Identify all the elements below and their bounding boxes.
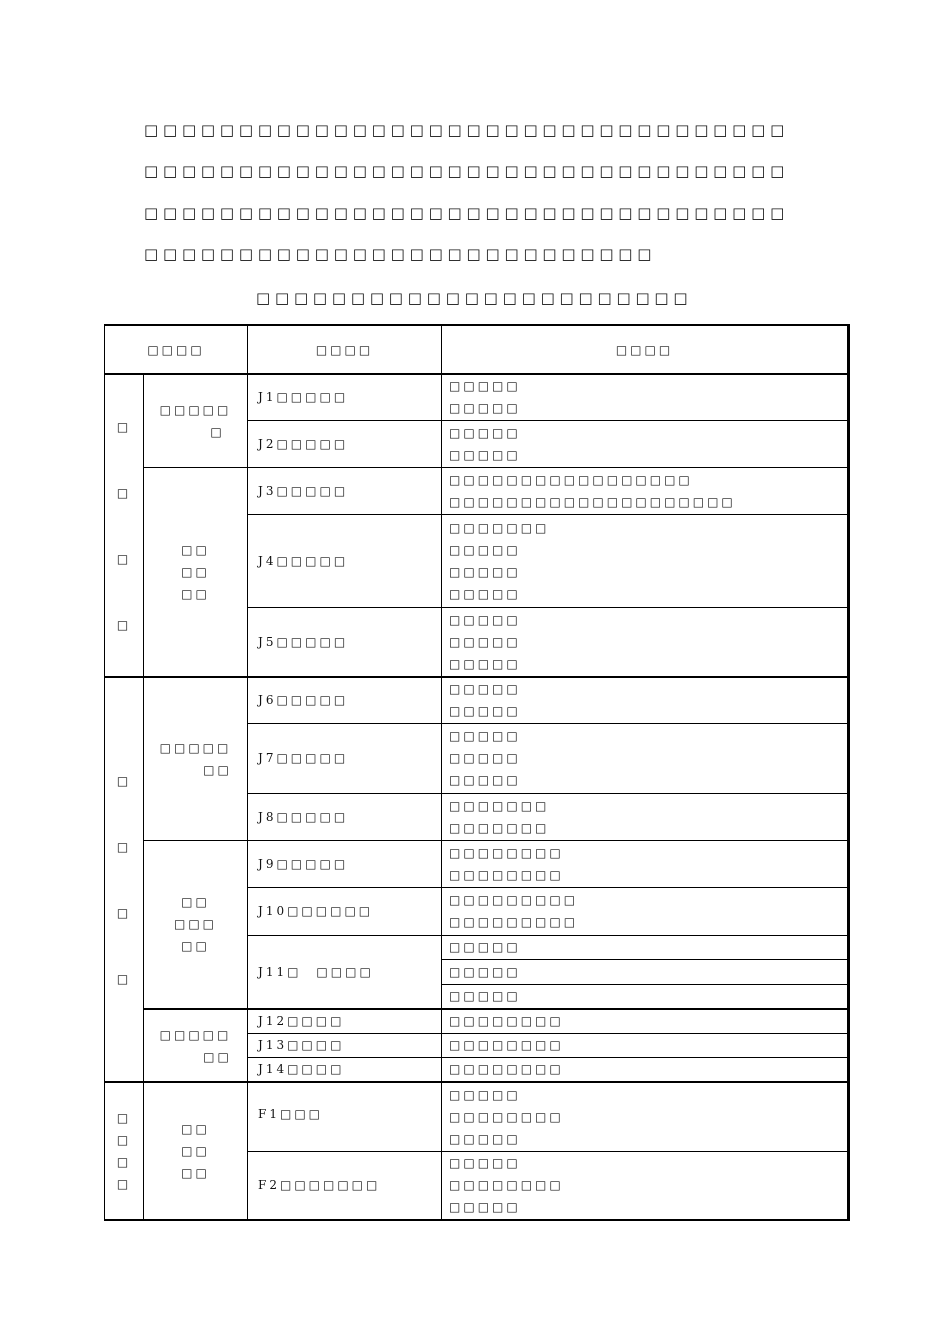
description-line: □□□□□□□□□ — [449, 915, 579, 929]
description-line: □□□□□ — [449, 682, 521, 697]
description-cell — [442, 984, 849, 1009]
description-line: □□□□□ — [449, 751, 521, 765]
type-line: □□ — [181, 586, 210, 601]
table-row — [105, 374, 849, 420]
type-cell — [144, 374, 248, 467]
name-cell: J1□□□□□ — [248, 374, 442, 420]
category-cell — [105, 677, 144, 1082]
description-cell — [442, 1033, 849, 1057]
type-line: □□ — [203, 1049, 232, 1064]
header-category: □□□□ — [105, 325, 248, 374]
name-cell: J14□□□□ — [248, 1057, 442, 1082]
category-char: □ — [116, 1133, 132, 1147]
category-char: □ — [116, 1111, 132, 1125]
paragraph-line: □□□□□□□□□□□□□□□□□□□□□□□□□□□□□□□□□□ — [144, 162, 790, 180]
description-line: □□□□□ — [449, 1200, 521, 1215]
description-line: □□□□□ — [449, 964, 521, 979]
category-cell — [105, 1082, 144, 1220]
name-cell: J11□ □□□□ — [248, 935, 442, 1009]
description-line: □□□□□ — [449, 1087, 521, 1102]
description-line: □□□□□ — [449, 1131, 521, 1146]
type-line: □□ — [181, 564, 210, 579]
description-cell — [442, 840, 849, 887]
table-row — [105, 1082, 849, 1151]
type-line: □□ — [181, 542, 210, 557]
description-cell — [442, 959, 849, 984]
table-row — [105, 1009, 849, 1033]
description-line: □□□□□□□□ — [449, 867, 564, 882]
name-cell: J6□□□□□ — [248, 677, 442, 723]
paragraph-line: □□□□□□□□□□□□□□□□□□□□□□□□□□□ — [144, 245, 657, 263]
header-name: □□□□ — [248, 325, 442, 374]
description-line: □□□□□□□ — [449, 798, 550, 813]
classification-table — [104, 324, 850, 1221]
type-line: □□ — [203, 762, 232, 777]
description-cell — [442, 887, 849, 935]
description-line: □□□□□ — [449, 401, 521, 416]
type-cell — [144, 467, 248, 677]
description-cell — [442, 1057, 849, 1082]
type-cell — [144, 840, 248, 1009]
paragraph-line: □□□□□□□□□□□□□□□□□□□□□□□□□□□□□□□□□□ — [144, 204, 790, 222]
description-cell — [442, 677, 849, 723]
name-cell: J3□□□□□ — [248, 467, 442, 514]
table-header-row — [105, 325, 849, 374]
description-line: □□□□□ — [449, 989, 521, 1004]
description-line: □□□□□□□□ — [449, 1038, 564, 1052]
description-line: □□□□□□□□ — [449, 1109, 564, 1124]
type-line: □□□ — [174, 917, 218, 932]
name-cell: J9□□□□□ — [248, 840, 442, 887]
category-char: □ — [116, 905, 132, 920]
type-cell — [144, 1009, 248, 1082]
description-line: □□□□□ — [449, 447, 521, 462]
description-cell — [442, 374, 849, 420]
description-cell — [442, 1009, 849, 1033]
type-line: □□ — [181, 939, 210, 954]
description-cell — [442, 514, 849, 607]
description-line: □□□□□ — [449, 634, 521, 649]
description-line: □□□□□ — [449, 425, 521, 440]
description-cell — [442, 467, 849, 514]
name-cell: J5□□□□□ — [248, 607, 442, 677]
description-cell — [442, 607, 849, 677]
name-cell: J2□□□□□ — [248, 420, 442, 467]
name-cell: J10□□□□□□ — [248, 887, 442, 935]
category-char: □ — [116, 419, 132, 434]
description-line: □□□□□ — [449, 379, 521, 394]
description-line: □□□□□ — [449, 612, 521, 627]
description-cell — [442, 793, 849, 840]
description-line: □□□□□ — [449, 704, 521, 719]
table-caption: □□□□□□□□□□□□□□□□□□□□□□□ — [256, 289, 693, 307]
description-line: □□□□□□□□ — [449, 1062, 564, 1077]
name-cell: J7□□□□□ — [248, 723, 442, 793]
description-cell — [442, 1151, 849, 1220]
description-line: □□□□□ — [449, 940, 521, 954]
description-line: □□□□□ — [449, 1156, 521, 1171]
description-line: □□□□□□□□□ — [449, 893, 579, 907]
description-line: □□□□□ — [449, 564, 521, 579]
category-char: □ — [116, 971, 132, 986]
description-cell — [442, 935, 849, 959]
category-char: □ — [116, 1177, 132, 1191]
description-line: □□□□□ — [449, 542, 521, 557]
category-cell — [105, 374, 144, 677]
description-line: □□□□□□□ — [449, 820, 550, 835]
description-cell — [442, 420, 849, 467]
description-cell — [442, 723, 849, 793]
type-line: □□ — [181, 895, 210, 910]
category-char: □ — [116, 839, 132, 854]
table-row — [105, 840, 849, 887]
description-line: □□□□□□□ — [449, 520, 550, 535]
name-cell: J13□□□□ — [248, 1033, 442, 1057]
type-line: □□□□□ — [159, 1027, 232, 1042]
category-char: □ — [116, 773, 132, 788]
type-cell — [144, 1082, 248, 1220]
name-cell: J8□□□□□ — [248, 793, 442, 840]
name-cell: J12□□□□ — [248, 1009, 442, 1033]
type-line: □□□□□ — [159, 740, 232, 755]
category-char: □ — [116, 1155, 132, 1169]
description-line: □□□□□ — [449, 656, 521, 671]
description-line: □□□□□ — [449, 729, 521, 743]
type-line: □□ — [181, 1122, 210, 1136]
name-cell: J4□□□□□ — [248, 514, 442, 607]
description-line: □□□□□□□□ — [449, 845, 564, 860]
paragraph-line: □□□□□□□□□□□□□□□□□□□□□□□□□□□□□□□□□□ — [144, 121, 790, 139]
type-line: □□ — [181, 1144, 210, 1158]
description-line: □□□□□□□□ — [449, 1178, 564, 1193]
category-char: □ — [116, 551, 132, 566]
name-cell: F1□□□ — [248, 1082, 442, 1151]
table-row — [105, 677, 849, 723]
type-cell — [144, 677, 248, 840]
name-cell: F2□□□□□□□ — [248, 1151, 442, 1220]
type-line: □□□□□ — [159, 402, 232, 417]
type-line: □ — [210, 424, 225, 439]
type-line: □□ — [181, 1166, 210, 1180]
description-line: □□□□□□□□□□□□□□□□□□□□ — [449, 494, 736, 509]
header-description: □□□□ — [442, 325, 849, 374]
description-line: □□□□□□□□ — [449, 1014, 564, 1029]
table-row — [105, 467, 849, 514]
description-line: □□□□□ — [449, 773, 521, 787]
category-char: □ — [116, 485, 132, 500]
description-cell — [442, 1082, 849, 1151]
category-char: □ — [116, 617, 132, 632]
description-line: □□□□□□□□□□□□□□□□□ — [449, 472, 693, 487]
description-line: □□□□□ — [449, 586, 521, 601]
